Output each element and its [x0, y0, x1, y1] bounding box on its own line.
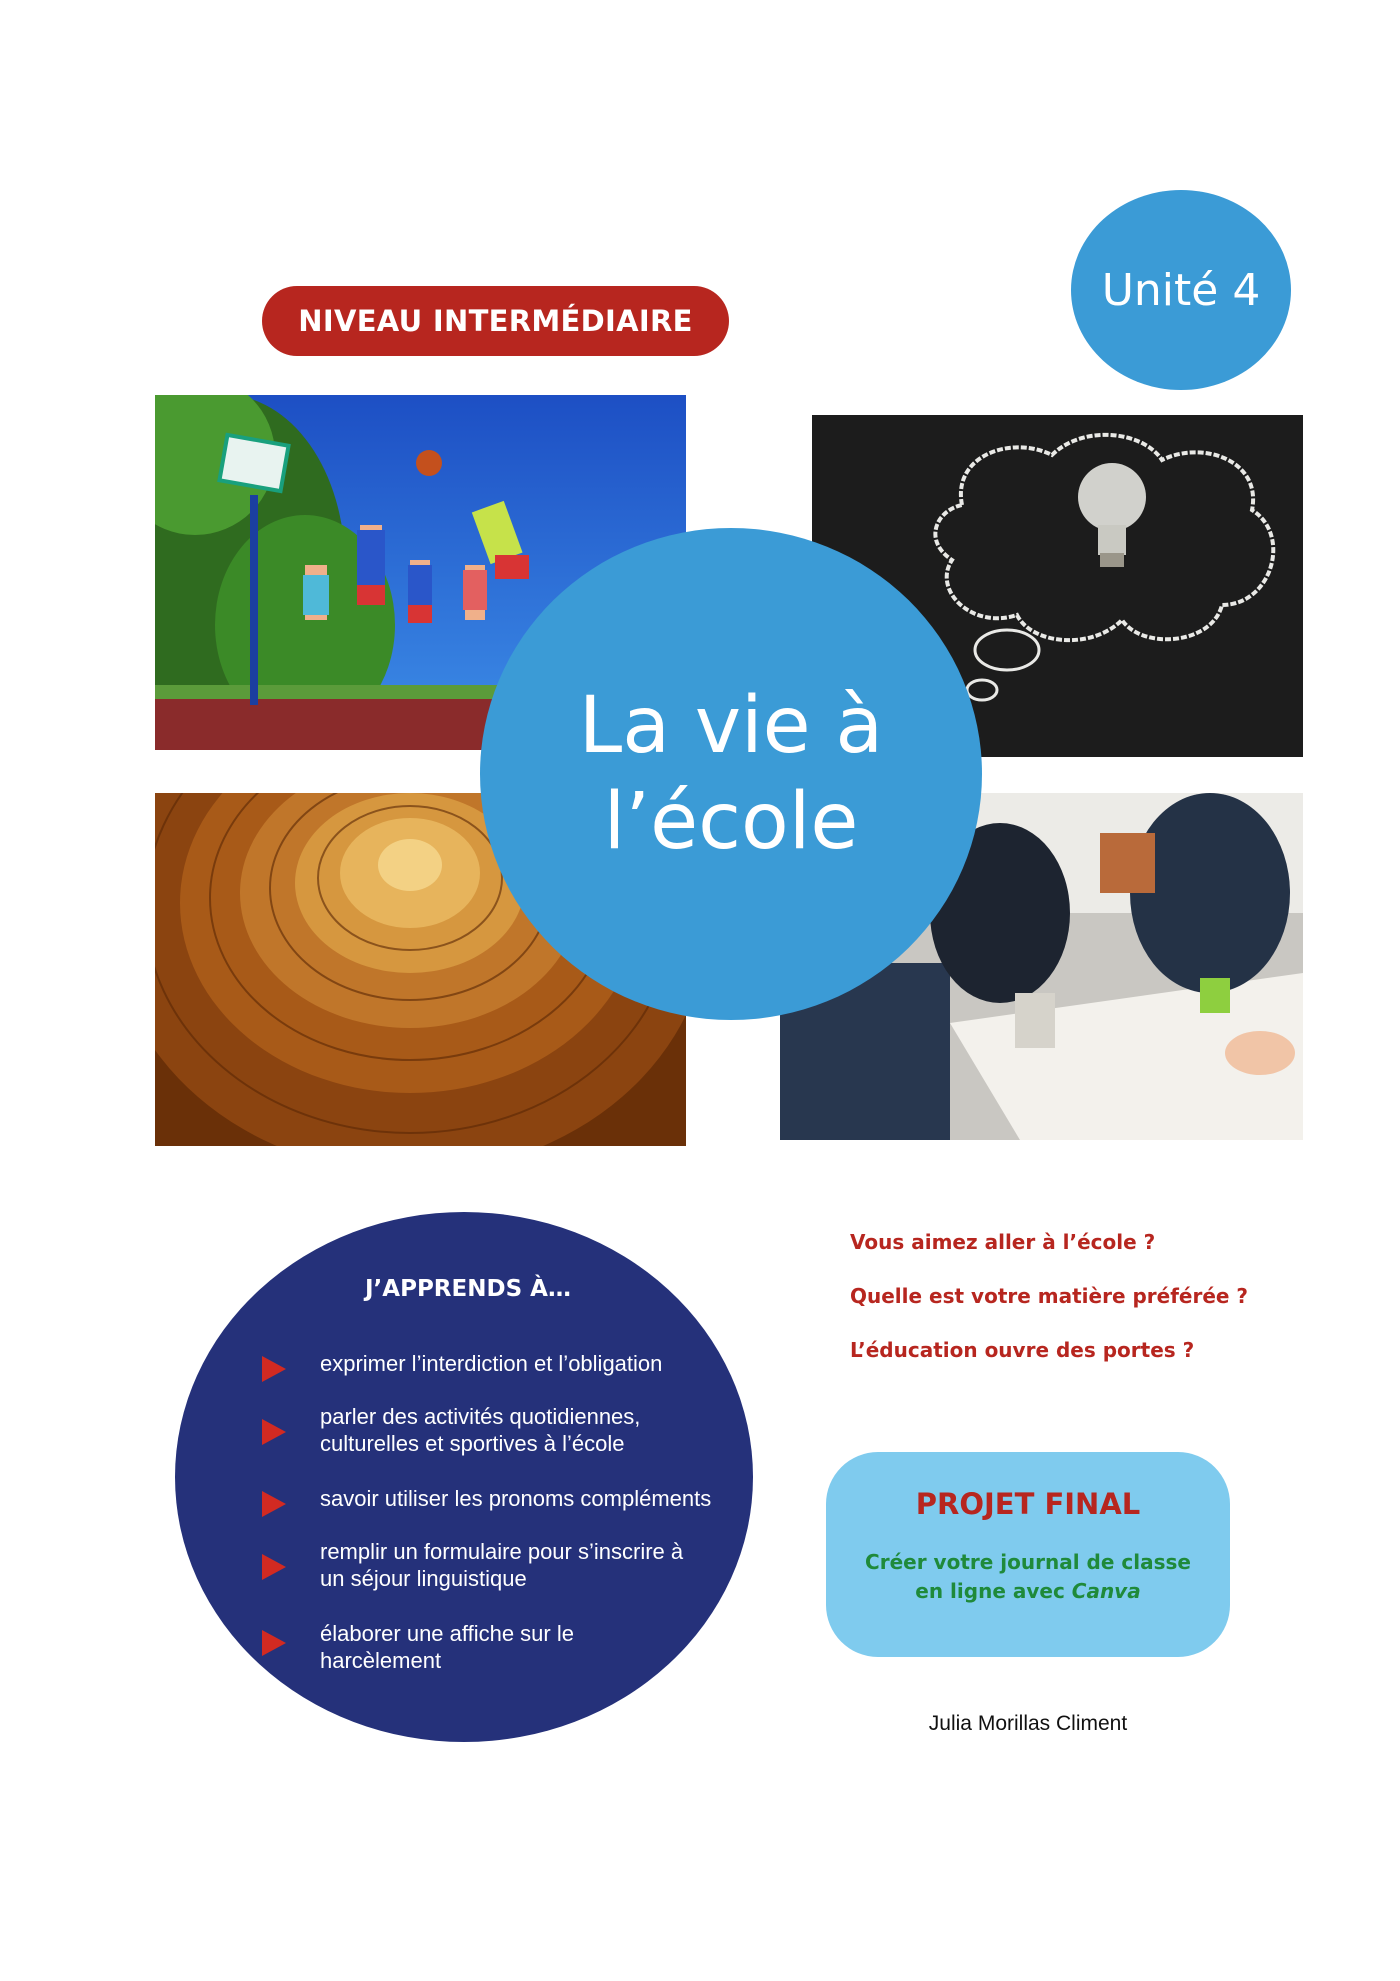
learn-item [262, 1403, 732, 1457]
project-canva-name: Canva [1071, 1579, 1141, 1603]
learn-item-text: parler des activités quotidiennes, [320, 1404, 641, 1429]
learn-item [262, 1350, 732, 1382]
learn-item-text: exprimer l’interdiction et l’obligation [320, 1351, 663, 1376]
arrow-right-icon [262, 1356, 286, 1382]
arrow-right-icon [262, 1630, 286, 1656]
question: L’éducation ouvre des portes ? [850, 1338, 1195, 1362]
unit-badge [1071, 190, 1291, 390]
learn-item [262, 1620, 732, 1674]
level-badge: NIVEAU INTERMÉDIAIRE [262, 286, 729, 356]
arrow-right-icon [262, 1491, 286, 1517]
title-line-1: La vie à [578, 681, 884, 771]
arrow-right-icon [262, 1554, 286, 1580]
learn-item [262, 1485, 732, 1517]
learn-item-text: élaborer une affiche sur le [320, 1621, 574, 1646]
title-line-2: l’école [603, 777, 859, 867]
author-name: Julia Morillas Climent [928, 1712, 1128, 1735]
learn-item-text: remplir un formulaire pour s’inscrire à [320, 1539, 684, 1564]
unit-label: Unité 4 [1101, 264, 1261, 316]
question: Quelle est votre matière préférée ? [850, 1284, 1249, 1308]
project-title: PROJET FINAL [915, 1487, 1141, 1521]
learn-item [262, 1538, 732, 1592]
learn-heading: J’APPRENDS À… [365, 1276, 571, 1302]
project-line-2 [826, 1577, 1230, 1606]
learn-item-text: harcèlement [320, 1648, 442, 1673]
project-line-2-prefix: en ligne avec [915, 1579, 1072, 1603]
project-line-1: Créer votre journal de classe [865, 1550, 1191, 1574]
question: Vous aimez aller à l’école ? [850, 1230, 1156, 1254]
arrow-right-icon [262, 1419, 286, 1445]
learn-item-text: un séjour linguistique [320, 1566, 527, 1591]
learn-item-text: culturelles et sportives à l’école [320, 1431, 625, 1456]
title-circle [480, 528, 982, 1020]
project-description [826, 1548, 1230, 1606]
learn-item-text: savoir utiliser les pronoms compléments [320, 1486, 712, 1511]
